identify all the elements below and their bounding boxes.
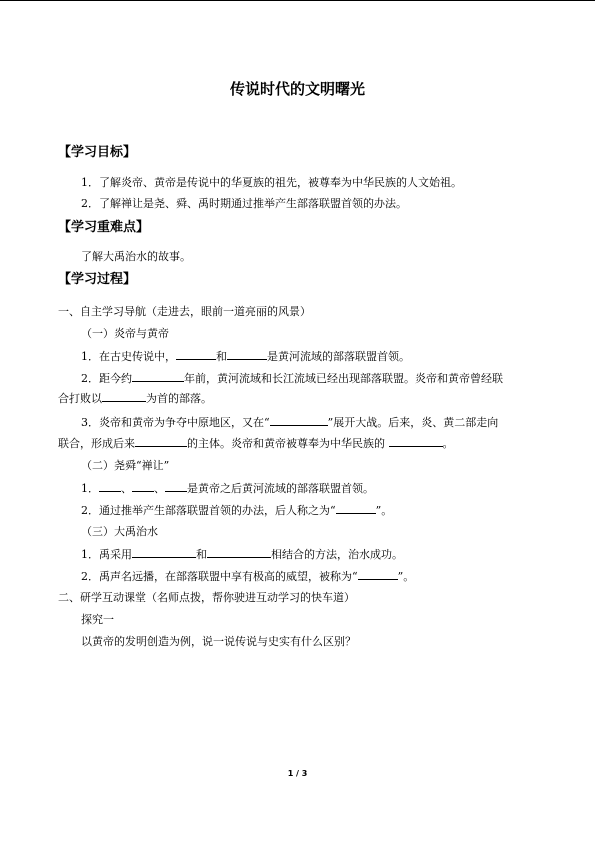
answer-blank[interactable] xyxy=(99,480,121,492)
key-point-text: 了解大禹治水的故事。 xyxy=(81,250,191,263)
q-text: 1．禹采用 xyxy=(81,548,132,561)
sub2-question-1 xyxy=(81,480,374,497)
q-text: 2．禹声名远播，在部落联盟中享有极高的威望，被称为“ xyxy=(81,570,358,583)
answer-blank[interactable] xyxy=(358,568,398,580)
sub3-question-2 xyxy=(81,568,414,585)
q-text: ”。 xyxy=(375,504,393,517)
q-text: 1． xyxy=(81,482,99,495)
q-text: 联合，形成后来 xyxy=(58,437,135,450)
q-text: 的主体。炎帝和黄帝被尊奉为中华民族的 xyxy=(187,437,389,450)
sub1-question-2-line2 xyxy=(58,390,212,407)
sub1-question-3-line2 xyxy=(58,435,454,452)
page-title: 传说时代的文明曙光 xyxy=(229,80,365,98)
answer-blank[interactable] xyxy=(165,480,187,492)
q-text: 和 xyxy=(216,350,227,363)
heading-key-points: 【学习重难点】 xyxy=(58,220,150,235)
q-text: 、 xyxy=(154,482,165,495)
q-text: 相结合的方法，治水成功。 xyxy=(271,548,403,561)
q-text: ”。 xyxy=(397,570,415,583)
heading-objectives: 【学习目标】 xyxy=(58,145,137,160)
answer-blank[interactable] xyxy=(270,414,328,426)
answer-blank[interactable] xyxy=(135,435,187,447)
q-text: 。 xyxy=(442,437,454,450)
sub1-question-1 xyxy=(81,348,410,365)
answer-blank[interactable] xyxy=(389,435,443,447)
answer-blank[interactable] xyxy=(176,348,216,360)
q-text: 和 xyxy=(196,548,207,561)
answer-blank[interactable] xyxy=(227,348,267,360)
sub2-question-2 xyxy=(81,502,392,519)
answer-blank[interactable] xyxy=(132,546,196,558)
answer-blank[interactable] xyxy=(336,502,376,514)
top-border-rule xyxy=(0,0,595,1)
q-text: 年前，黄河流域和长江流域已经出现部落联盟。炎帝和黄帝曾经联 xyxy=(184,372,503,385)
objective-item-1: 1．了解炎帝、黄帝是传说中的华夏族的祖先，被尊奉为中华民族的人文始祖。 xyxy=(81,176,462,189)
q-text: 1．在古史传说中， xyxy=(81,350,176,363)
q-text: 是黄帝之后黄河流域的部落联盟首领。 xyxy=(187,482,374,495)
answer-blank[interactable] xyxy=(132,480,154,492)
q-text: 是黄河流域的部落联盟首领。 xyxy=(267,350,410,363)
sub2-title: （二）尧舜“禅让” xyxy=(81,459,170,472)
sub1-question-3-line1 xyxy=(81,414,498,431)
q-text: 2．距今约 xyxy=(81,372,132,385)
q-text: 合打败以 xyxy=(58,392,102,405)
q-text: 、 xyxy=(121,482,132,495)
q-text: 2．通过推举产生部落联盟首领的办法，后人称之为“ xyxy=(81,504,336,517)
sub3-question-1 xyxy=(81,546,403,563)
sub1-question-2-line1 xyxy=(81,370,503,387)
q-text: ”展开大战。后来，炎、黄二部走向 xyxy=(327,416,499,429)
part2-title: 二、研学互动课堂（名师点拨，帮你驶进互动学习的快车道） xyxy=(58,591,355,604)
answer-blank[interactable] xyxy=(102,390,146,402)
q-text: 3．炎帝和黄帝为争夺中原地区，又在“ xyxy=(81,416,270,429)
heading-process: 【学习过程】 xyxy=(58,272,137,287)
sub1-title: （一）炎帝与黄帝 xyxy=(81,327,169,340)
explore-label: 探究一 xyxy=(81,613,114,626)
sub3-title: （三）大禹治水 xyxy=(81,525,158,538)
explore-question: 以黄帝的发明创造为例，说一说传说与史实有什么区别？ xyxy=(81,635,356,648)
page-number: 1 / 3 xyxy=(287,769,308,778)
answer-blank[interactable] xyxy=(132,370,184,382)
answer-blank[interactable] xyxy=(207,546,271,558)
objective-item-2: 2．了解禅让是尧、舜、禹时期通过推举产生部落联盟首领的办法。 xyxy=(81,197,407,210)
part1-title: 一、自主学习导航（走进去，眼前一道亮丽的风景） xyxy=(58,305,311,318)
q-text: 为首的部落。 xyxy=(146,392,212,405)
